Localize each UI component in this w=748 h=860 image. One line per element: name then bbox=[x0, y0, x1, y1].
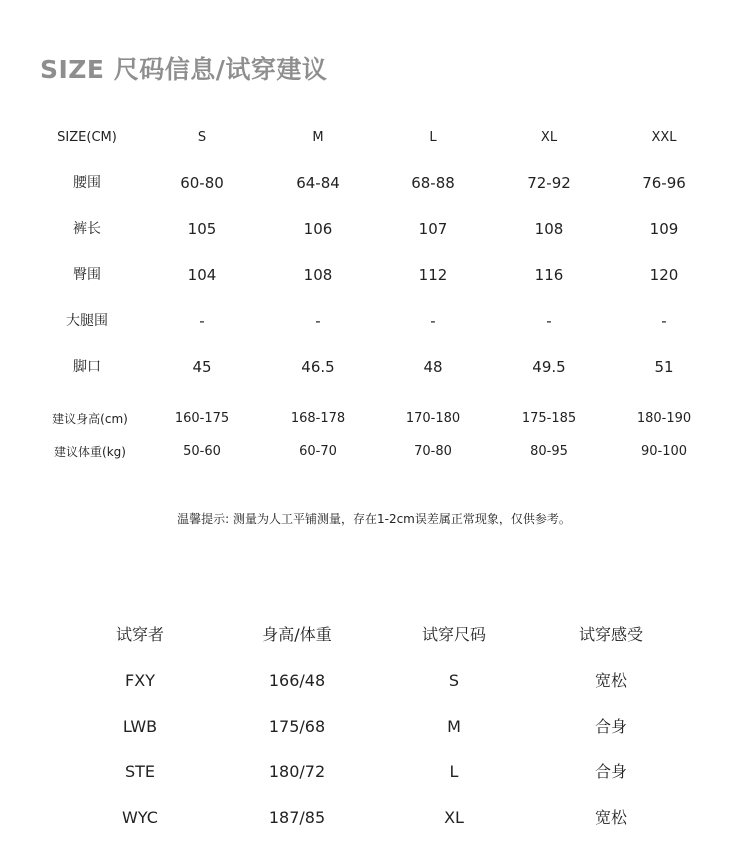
row-label-suggested-height: 建议身高(cm) bbox=[52, 412, 128, 426]
table-cell: 合身 bbox=[594, 717, 627, 736]
table-cell: WYC bbox=[122, 808, 158, 827]
table-cell: - bbox=[546, 312, 552, 330]
table-cell: 46.5 bbox=[301, 358, 335, 376]
table-cell: - bbox=[315, 312, 321, 330]
table-cell: 48 bbox=[423, 358, 443, 376]
row-label-length: 裤长 bbox=[73, 221, 101, 237]
size-header-xl: XL bbox=[540, 130, 558, 145]
table-cell: 168-178 bbox=[290, 411, 346, 426]
table-cell: 175-185 bbox=[521, 411, 577, 426]
table-cell: 109 bbox=[649, 220, 679, 238]
measurement-note: 温馨提示: 测量为人工平铺测量，存在1-2cm误差属正常现象，仅供参考。 bbox=[177, 512, 571, 526]
table-cell: STE bbox=[124, 762, 156, 781]
table-cell: 68-88 bbox=[411, 174, 455, 192]
table-cell: 105 bbox=[187, 220, 217, 238]
size-header-label: SIZE(CM) bbox=[57, 130, 117, 145]
row-label-waist: 腰围 bbox=[73, 175, 101, 191]
table-cell: L bbox=[449, 762, 459, 781]
tryon-header-feel: 试穿感受 bbox=[578, 625, 643, 644]
table-cell: XL bbox=[444, 808, 464, 827]
table-cell: 宽松 bbox=[594, 808, 627, 827]
table-cell: 170-180 bbox=[405, 411, 461, 426]
table-cell: 72-92 bbox=[527, 174, 571, 192]
row-label-hip: 臀围 bbox=[73, 267, 101, 283]
table-cell: 107 bbox=[418, 220, 448, 238]
table-cell: 166/48 bbox=[268, 671, 326, 690]
page-title: SIZE 尺码信息/试穿建议 bbox=[40, 55, 328, 84]
table-cell: 175/68 bbox=[268, 717, 326, 736]
table-cell: 50-60 bbox=[183, 444, 221, 459]
table-cell: 45 bbox=[192, 358, 212, 376]
table-cell: 64-84 bbox=[296, 174, 340, 192]
size-header-m: M bbox=[312, 130, 324, 145]
table-cell: 160-175 bbox=[174, 411, 230, 426]
table-cell: LWB bbox=[122, 717, 158, 736]
size-header-s: S bbox=[197, 130, 207, 145]
size-header-xxl: XXL bbox=[651, 130, 677, 145]
table-cell: 宽松 bbox=[594, 671, 627, 690]
table-cell: 112 bbox=[418, 266, 448, 284]
row-label-thigh: 大腿围 bbox=[66, 313, 108, 329]
table-cell: 180/72 bbox=[268, 762, 326, 781]
tryon-header-height-weight: 身高/体重 bbox=[262, 625, 332, 644]
table-cell: 60-80 bbox=[180, 174, 224, 192]
table-cell: 106 bbox=[303, 220, 333, 238]
table-cell: 104 bbox=[187, 266, 217, 284]
table-cell: 76-96 bbox=[642, 174, 686, 192]
tryon-header-size: 试穿尺码 bbox=[421, 625, 486, 644]
table-cell: - bbox=[430, 312, 436, 330]
table-cell: 合身 bbox=[594, 762, 627, 781]
table-cell: 60-70 bbox=[299, 444, 337, 459]
table-cell: 108 bbox=[303, 266, 333, 284]
table-cell: 70-80 bbox=[414, 444, 452, 459]
table-cell: 120 bbox=[649, 266, 679, 284]
tryon-header-tester: 试穿者 bbox=[115, 625, 164, 644]
table-cell: 187/85 bbox=[268, 808, 326, 827]
table-cell: FXY bbox=[125, 671, 155, 690]
table-cell: 108 bbox=[534, 220, 564, 238]
table-cell: - bbox=[661, 312, 667, 330]
table-cell: - bbox=[199, 312, 205, 330]
table-cell: 116 bbox=[534, 266, 564, 284]
table-cell: 49.5 bbox=[532, 358, 566, 376]
size-header-l: L bbox=[429, 130, 437, 145]
table-cell: 180-190 bbox=[636, 411, 692, 426]
row-label-suggested-weight: 建议体重(kg) bbox=[54, 445, 126, 459]
table-cell: 51 bbox=[654, 358, 674, 376]
row-label-hem: 脚口 bbox=[73, 359, 101, 375]
table-cell: M bbox=[447, 717, 461, 736]
table-cell: 90-100 bbox=[640, 444, 688, 459]
table-cell: 80-95 bbox=[530, 444, 568, 459]
table-cell: S bbox=[448, 671, 460, 690]
